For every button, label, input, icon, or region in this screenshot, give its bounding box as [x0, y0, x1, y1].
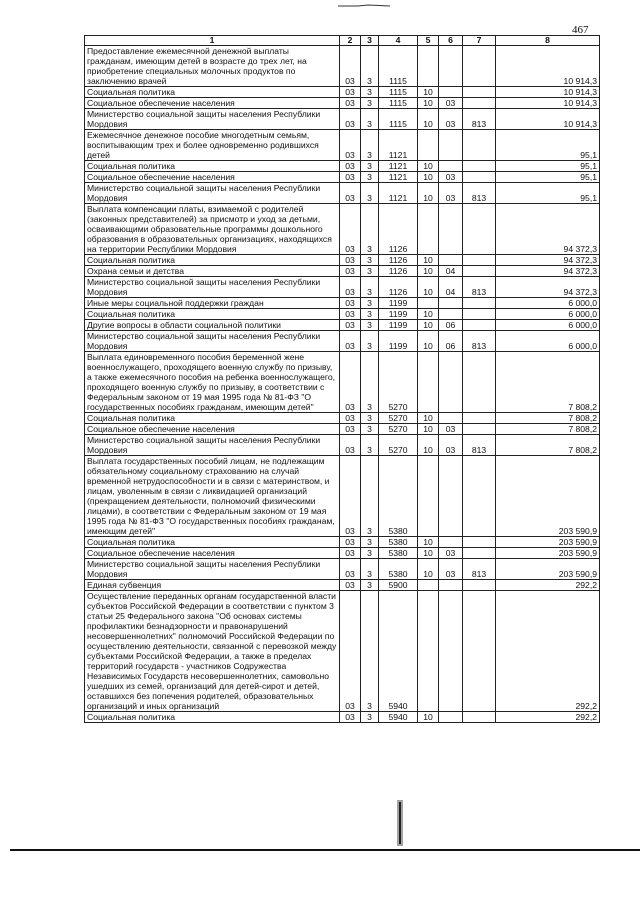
row-code-4: 5270: [379, 352, 418, 413]
table-row: [85, 161, 600, 172]
row-code-6: [439, 298, 463, 309]
row-code-6: [439, 309, 463, 320]
row-code-3: 3: [361, 559, 379, 580]
row-code-3: 3: [361, 413, 379, 424]
header-cell: 3: [361, 36, 379, 46]
row-code-2: 03: [340, 46, 361, 87]
row-code-5: 10: [418, 548, 439, 559]
row-code-4: 1115: [379, 87, 418, 98]
row-code-6: 03: [439, 183, 463, 204]
row-code-6: [439, 456, 463, 537]
row-code-5: 10: [418, 277, 439, 298]
row-code-3: 3: [361, 87, 379, 98]
row-name: Социальная политика: [85, 413, 340, 424]
row-code-4: 1115: [379, 109, 418, 130]
header-cell: 2: [340, 36, 361, 46]
row-code-2: 03: [340, 183, 361, 204]
row-code-2: 03: [340, 559, 361, 580]
row-code-6: [439, 352, 463, 413]
row-code-3: 3: [361, 580, 379, 591]
row-sum: 7 808,2: [496, 435, 600, 456]
row-code-7: 813: [463, 277, 496, 298]
row-code-7: [463, 204, 496, 255]
row-code-7: 813: [463, 435, 496, 456]
budget-table: [84, 35, 600, 723]
row-code-4: 1115: [379, 98, 418, 109]
row-sum: 95,1: [496, 130, 600, 161]
row-code-4: 5380: [379, 456, 418, 537]
row-code-7: [463, 130, 496, 161]
row-code-2: 03: [340, 320, 361, 331]
row-code-5: 10: [418, 255, 439, 266]
table-row: [85, 352, 600, 413]
table-row: [85, 537, 600, 548]
row-code-4: 1115: [379, 46, 418, 87]
row-code-6: 03: [439, 172, 463, 183]
row-code-6: [439, 712, 463, 723]
table-row: [85, 255, 600, 266]
table-row: [85, 277, 600, 298]
row-code-6: 06: [439, 320, 463, 331]
table-row: [85, 591, 600, 712]
table-row: [85, 87, 600, 98]
row-name: Социальная политика: [85, 309, 340, 320]
row-code-4: 1121: [379, 161, 418, 172]
row-code-2: 03: [340, 109, 361, 130]
row-name: Министерство социальной защиты населения Республики Мордовия: [85, 331, 340, 352]
row-code-7: 813: [463, 331, 496, 352]
row-code-2: 03: [340, 87, 361, 98]
row-code-6: [439, 87, 463, 98]
row-name: Социальная политика: [85, 161, 340, 172]
bottom-border-line: [10, 849, 640, 851]
row-sum: 7 808,2: [496, 413, 600, 424]
table-row: [85, 98, 600, 109]
table-row: [85, 435, 600, 456]
header-scribble: [338, 4, 390, 8]
row-name: Ежемесячное денежное пособие многодетным семьям, воспитывающим трех и более одновременно родившихся детей: [85, 130, 340, 161]
row-name: Осуществление переданных органам государственной власти субъектов Российской Федерации в соответствии с пунктом 3 статьи 25 Федерального закона "Об основах системы профилактики безнадзорности и правонарушений несовершеннолетних" полномочий Российской Федерации по осуществлению деятельности, связанной с перевозкой между субъектами Российской Федерации, а также в пределах территорий государств - участников Содружества Независимых Государств несовершеннолетних, самовольно ушедших из семей, организаций для детей-сирот и детей, оставшихся без попечения родителей, образовательных организаций и иных организаций: [85, 591, 340, 712]
row-name: Выплата государственных пособий лицам, не подлежащим обязательному социальному страхованию на случай временной нетрудоспособности и в связи с материнством, и лицам, уволенным в связи с ликвидацией организаций (прекращением деятельности, полномочий физическими лицами), в соответствии с Федеральным законом от 19 мая 1995 года № 81-ФЗ "О государственных пособиях гражданам, имеющим детей": [85, 456, 340, 537]
row-code-2: 03: [340, 277, 361, 298]
row-code-6: 03: [439, 559, 463, 580]
row-name: Социальное обеспечение населения: [85, 172, 340, 183]
row-sum: 292,2: [496, 591, 600, 712]
row-code-7: 813: [463, 109, 496, 130]
table-row: [85, 424, 600, 435]
row-name: Выплата компенсации платы, взимаемой с родителей (законных представителей) за присмотр и уход за детьми, осваивающими образовательные программы дошкольного образования в образовательных организациях, находящихся на территории Республики Мордовия: [85, 204, 340, 255]
row-code-3: 3: [361, 320, 379, 331]
row-code-6: [439, 580, 463, 591]
row-code-3: 3: [361, 456, 379, 537]
row-sum: 292,2: [496, 712, 600, 723]
row-code-3: 3: [361, 548, 379, 559]
row-code-3: 3: [361, 172, 379, 183]
row-name: Социальное обеспечение населения: [85, 548, 340, 559]
row-code-4: 5270: [379, 413, 418, 424]
row-code-7: [463, 255, 496, 266]
row-sum: 203 590,9: [496, 537, 600, 548]
table-row: [85, 559, 600, 580]
row-code-2: 03: [340, 130, 361, 161]
row-code-7: [463, 46, 496, 87]
row-sum: 203 590,9: [496, 456, 600, 537]
row-code-7: [463, 456, 496, 537]
header-cell: 4: [379, 36, 418, 46]
row-sum: 6 000,0: [496, 298, 600, 309]
row-code-2: 03: [340, 331, 361, 352]
table-row: [85, 46, 600, 87]
row-code-5: 10: [418, 413, 439, 424]
row-code-7: [463, 161, 496, 172]
row-code-5: [418, 204, 439, 255]
row-code-3: 3: [361, 298, 379, 309]
row-sum: 203 590,9: [496, 548, 600, 559]
row-code-4: 5940: [379, 591, 418, 712]
row-code-7: [463, 712, 496, 723]
row-code-6: 06: [439, 331, 463, 352]
row-sum: 7 808,2: [496, 352, 600, 413]
row-code-5: [418, 591, 439, 712]
row-code-3: 3: [361, 183, 379, 204]
row-code-4: 5380: [379, 559, 418, 580]
row-code-5: [418, 130, 439, 161]
row-code-4: 1121: [379, 130, 418, 161]
row-code-4: 1126: [379, 255, 418, 266]
row-code-5: [418, 456, 439, 537]
row-code-7: 813: [463, 559, 496, 580]
row-code-7: [463, 537, 496, 548]
row-sum: 94 372,3: [496, 266, 600, 277]
row-name: Единая субвенция: [85, 580, 340, 591]
row-code-6: [439, 255, 463, 266]
row-code-3: 3: [361, 255, 379, 266]
row-name: Другие вопросы в области социальной политики: [85, 320, 340, 331]
row-code-4: 5270: [379, 435, 418, 456]
row-code-5: 10: [418, 98, 439, 109]
row-code-7: [463, 548, 496, 559]
row-code-2: 03: [340, 309, 361, 320]
row-code-7: [463, 413, 496, 424]
row-code-7: [463, 87, 496, 98]
row-code-4: 1126: [379, 277, 418, 298]
row-name: Охрана семьи и детства: [85, 266, 340, 277]
row-sum: 6 000,0: [496, 331, 600, 352]
table-row: [85, 320, 600, 331]
table-row: [85, 183, 600, 204]
table-row: [85, 172, 600, 183]
row-code-4: 1199: [379, 309, 418, 320]
row-code-6: 03: [439, 98, 463, 109]
row-code-2: 03: [340, 456, 361, 537]
row-code-2: 03: [340, 424, 361, 435]
row-code-7: 813: [463, 183, 496, 204]
row-sum: 10 914,3: [496, 109, 600, 130]
row-name: Социальная политика: [85, 712, 340, 723]
row-sum: 95,1: [496, 183, 600, 204]
row-code-4: 5940: [379, 712, 418, 723]
row-code-4: 1121: [379, 183, 418, 204]
row-code-5: 10: [418, 172, 439, 183]
row-sum: 6 000,0: [496, 309, 600, 320]
row-sum: 95,1: [496, 172, 600, 183]
row-code-7: [463, 424, 496, 435]
row-code-2: 03: [340, 537, 361, 548]
row-name: Социальная политика: [85, 255, 340, 266]
row-name: Предоставление ежемесячной денежной выплаты гражданам, имеющим детей в возрасте до трех лет, на приобретение специальных молочных продуктов по заключению врачей: [85, 46, 340, 87]
row-code-2: 03: [340, 352, 361, 413]
row-code-5: [418, 352, 439, 413]
row-code-7: [463, 298, 496, 309]
row-code-6: 03: [439, 435, 463, 456]
row-code-5: 10: [418, 559, 439, 580]
row-code-7: [463, 580, 496, 591]
row-code-5: 10: [418, 712, 439, 723]
page-number: 467: [572, 24, 589, 36]
row-code-5: 10: [418, 183, 439, 204]
row-code-7: [463, 266, 496, 277]
row-name: Министерство социальной защиты населения Республики Мордовия: [85, 277, 340, 298]
row-sum: 95,1: [496, 161, 600, 172]
row-code-5: 10: [418, 320, 439, 331]
row-code-7: [463, 352, 496, 413]
row-code-4: 5900: [379, 580, 418, 591]
row-code-3: 3: [361, 277, 379, 298]
header-cell: 5: [418, 36, 439, 46]
binding-mark: [394, 800, 406, 846]
row-code-6: [439, 413, 463, 424]
row-code-3: 3: [361, 46, 379, 87]
row-code-5: 10: [418, 161, 439, 172]
row-code-4: 1121: [379, 172, 418, 183]
row-sum: 10 914,3: [496, 98, 600, 109]
row-code-3: 3: [361, 331, 379, 352]
row-code-6: [439, 204, 463, 255]
row-sum: 7 808,2: [496, 424, 600, 435]
row-code-2: 03: [340, 266, 361, 277]
header-cell: 6: [439, 36, 463, 46]
row-code-2: 03: [340, 548, 361, 559]
table-row: [85, 266, 600, 277]
row-code-3: 3: [361, 537, 379, 548]
row-code-6: [439, 130, 463, 161]
row-code-5: [418, 298, 439, 309]
row-code-5: 10: [418, 87, 439, 98]
row-code-4: 1126: [379, 266, 418, 277]
row-name: Социальная политика: [85, 87, 340, 98]
table-row: [85, 456, 600, 537]
row-sum: 6 000,0: [496, 320, 600, 331]
row-code-3: 3: [361, 309, 379, 320]
table-row: [85, 204, 600, 255]
row-code-2: 03: [340, 435, 361, 456]
row-code-5: 10: [418, 266, 439, 277]
row-code-5: [418, 46, 439, 87]
row-code-2: 03: [340, 591, 361, 712]
row-code-3: 3: [361, 712, 379, 723]
row-name: Иные меры социальной поддержки граждан: [85, 298, 340, 309]
row-code-7: [463, 172, 496, 183]
row-code-4: 5270: [379, 424, 418, 435]
header-cell: 1: [85, 36, 340, 46]
header-cell: 7: [463, 36, 496, 46]
row-code-4: 1199: [379, 331, 418, 352]
row-code-4: 1126: [379, 204, 418, 255]
row-code-6: 03: [439, 548, 463, 559]
row-code-2: 03: [340, 712, 361, 723]
row-code-7: [463, 320, 496, 331]
row-sum: 10 914,3: [496, 87, 600, 98]
row-code-4: 1199: [379, 320, 418, 331]
row-code-5: [418, 580, 439, 591]
row-code-4: 1199: [379, 298, 418, 309]
table-row: [85, 298, 600, 309]
table-row: [85, 580, 600, 591]
row-code-5: 10: [418, 424, 439, 435]
table-body: [85, 46, 600, 723]
row-code-7: [463, 98, 496, 109]
row-code-6: [439, 161, 463, 172]
row-sum: 94 372,3: [496, 204, 600, 255]
row-sum: 203 590,9: [496, 559, 600, 580]
row-code-2: 03: [340, 413, 361, 424]
row-code-3: 3: [361, 98, 379, 109]
table-row: [85, 109, 600, 130]
table-row: [85, 413, 600, 424]
row-code-6: [439, 537, 463, 548]
row-code-2: 03: [340, 172, 361, 183]
row-code-3: 3: [361, 204, 379, 255]
row-code-5: 10: [418, 309, 439, 320]
row-code-2: 03: [340, 298, 361, 309]
row-code-2: 03: [340, 204, 361, 255]
row-code-6: 04: [439, 266, 463, 277]
row-code-7: [463, 591, 496, 712]
row-code-3: 3: [361, 352, 379, 413]
row-code-6: 03: [439, 109, 463, 130]
row-code-2: 03: [340, 161, 361, 172]
table-row: [85, 712, 600, 723]
row-code-2: 03: [340, 98, 361, 109]
row-code-5: 10: [418, 331, 439, 352]
table-row: [85, 331, 600, 352]
table-row: [85, 309, 600, 320]
row-code-2: 03: [340, 580, 361, 591]
row-name: Министерство социальной защиты населения Республики Мордовия: [85, 183, 340, 204]
row-code-3: 3: [361, 161, 379, 172]
row-code-6: [439, 46, 463, 87]
row-name: Министерство социальной защиты населения Республики Мордовия: [85, 435, 340, 456]
row-code-5: 10: [418, 109, 439, 130]
row-code-5: 10: [418, 537, 439, 548]
row-sum: 94 372,3: [496, 255, 600, 266]
row-code-3: 3: [361, 435, 379, 456]
row-code-3: 3: [361, 424, 379, 435]
row-name: Социальное обеспечение населения: [85, 98, 340, 109]
row-code-4: 5380: [379, 548, 418, 559]
row-code-4: 5380: [379, 537, 418, 548]
row-name: Социальное обеспечение населения: [85, 424, 340, 435]
row-name: Министерство социальной защиты населения Республики Мордовия: [85, 109, 340, 130]
row-name: Социальная политика: [85, 537, 340, 548]
row-code-5: 10: [418, 435, 439, 456]
row-name: Министерство социальной защиты населения Республики Мордовия: [85, 559, 340, 580]
row-name: Выплата единовременного пособия беременной жене военнослужащего, проходящего военную службу по призыву, а также ежемесячного пособия на ребенка военнослужащего, проходящего военную службу по призыву, в соответствии с Федеральным законом от 19 мая 1995 года № 81-ФЗ "О государственных пособиях гражданам, имеющим детей": [85, 352, 340, 413]
row-sum: 292,2: [496, 580, 600, 591]
row-sum: 10 914,3: [496, 46, 600, 87]
row-code-6: 03: [439, 424, 463, 435]
row-code-3: 3: [361, 109, 379, 130]
row-code-7: [463, 309, 496, 320]
row-sum: 94 372,3: [496, 277, 600, 298]
row-code-3: 3: [361, 266, 379, 277]
table-row: [85, 548, 600, 559]
row-code-6: 04: [439, 277, 463, 298]
row-code-2: 03: [340, 255, 361, 266]
row-code-3: 3: [361, 130, 379, 161]
header-cell: 8: [496, 36, 600, 46]
table-row: [85, 130, 600, 161]
row-code-3: 3: [361, 591, 379, 712]
row-code-6: [439, 591, 463, 712]
header-row: [85, 36, 600, 46]
